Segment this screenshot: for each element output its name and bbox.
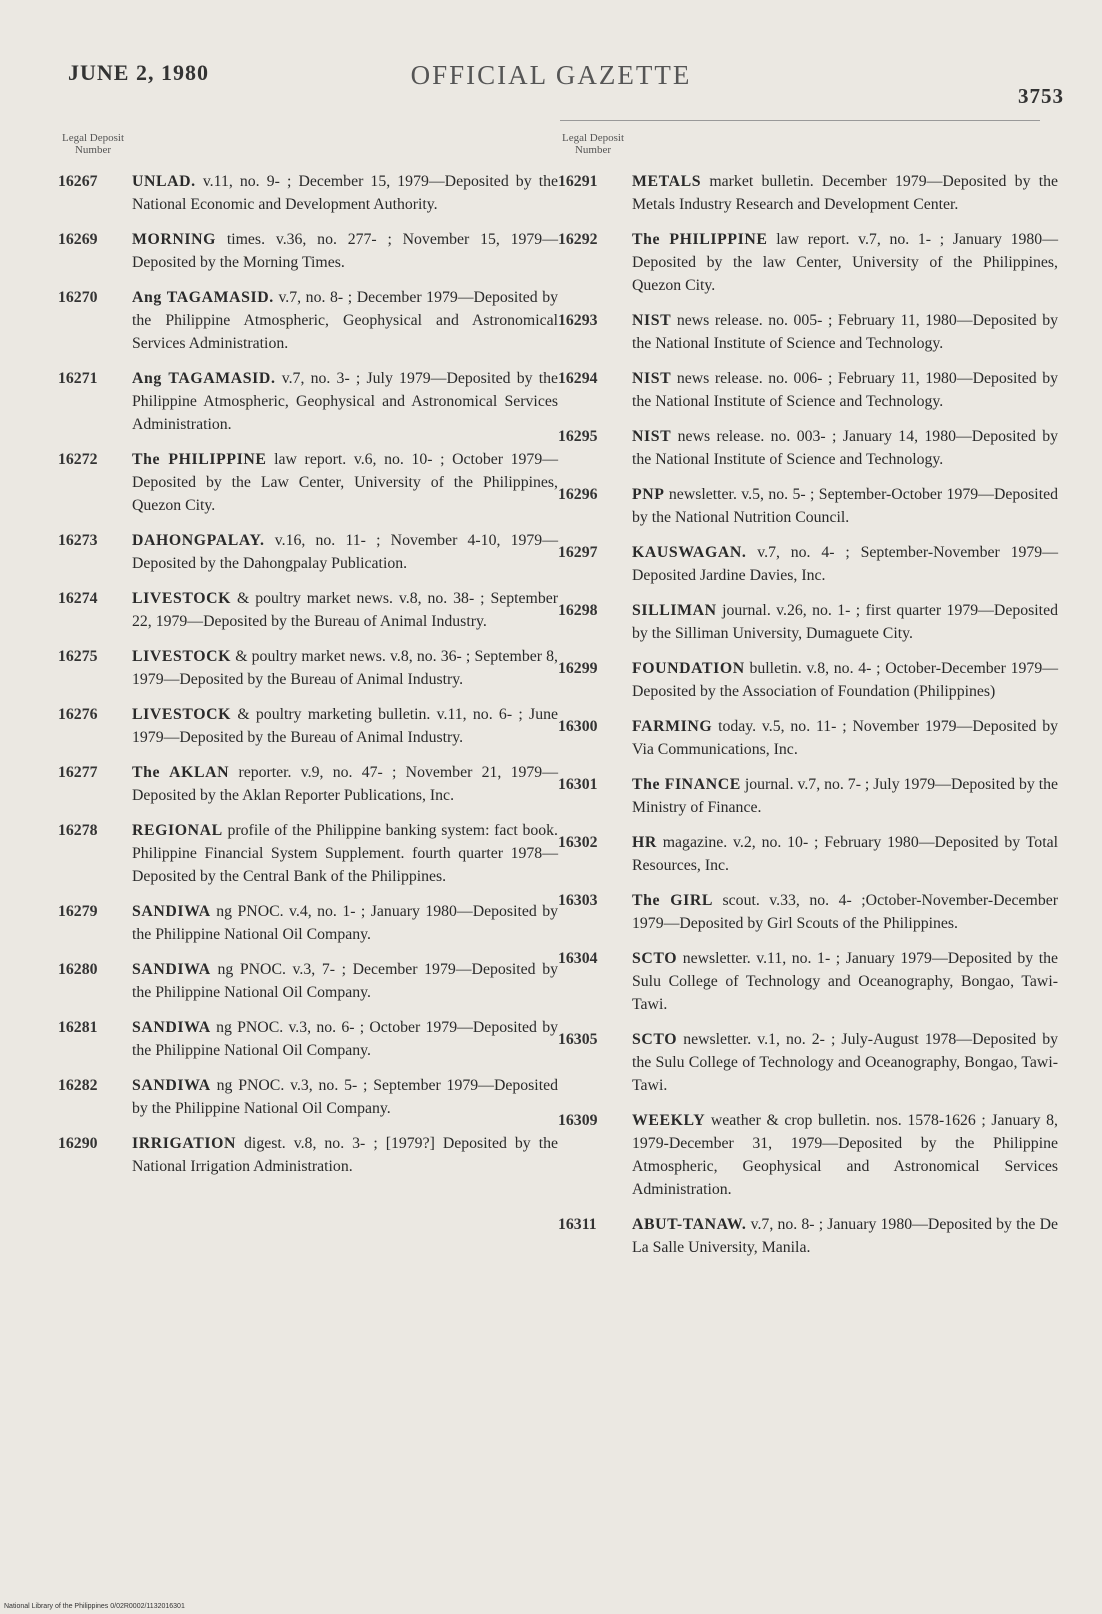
publication-title: OFFICIAL GAZETTE	[410, 60, 692, 90]
deposit-number: 16273	[58, 532, 98, 549]
entry-text: weather & crop bulletin. nos. 1578-1626 ; January 8, 1979-December 31, 1979—Deposited by the Philippine Atmospheric, Geophysical and Astronomical Services Administration.	[632, 1112, 1058, 1198]
entry-title: SANDIWA	[132, 1019, 211, 1036]
entry-title: The FINANCE	[632, 776, 741, 793]
entry-text: profile of the Philippine banking system: fact book. Philippine Financial System Supplement. fourth quarter 1978—Deposited by the Central Bank of the Philippines.	[132, 822, 558, 885]
deposit-entry	[58, 761, 558, 807]
entry-title: PNP	[632, 486, 665, 503]
deposit-entry	[58, 703, 558, 749]
entry-title: Ang TAGAMASID.	[132, 370, 276, 387]
column-header-line1: Legal Deposit	[61, 132, 124, 144]
deposit-number: 16291	[558, 173, 598, 190]
entry-title: UNLAD.	[132, 173, 196, 190]
entry-title: REGIONAL	[132, 822, 223, 839]
deposit-entry	[558, 1213, 1058, 1259]
entry-text: newsletter. v.5, no. 5- ; September-October 1979—Deposited by the National Nutrition Council.	[632, 486, 1058, 526]
entry-title: SANDIWA	[132, 961, 211, 978]
deposit-number: 16296	[558, 486, 598, 503]
entry-title: KAUSWAGAN.	[632, 544, 747, 561]
entry-text: v.16, no. 11- ; November 4-10, 1979—Deposited by the Dahongpalay Publication.	[132, 532, 558, 572]
entry-title: DAHONGPALAY.	[132, 532, 265, 549]
column-header	[58, 132, 128, 156]
deposit-entry	[558, 309, 1058, 355]
entry-text: market bulletin. December 1979—Deposited by the Metals Industry Research and Development Center.	[632, 173, 1058, 213]
deposit-entry	[558, 483, 1058, 529]
deposit-number: 16280	[58, 961, 98, 978]
entry-text: news release. no. 006- ; February 11, 1980—Deposited by the National Institute of Science and Technology.	[632, 370, 1059, 410]
deposit-entry	[58, 958, 558, 1004]
deposit-number: 16278	[58, 822, 98, 839]
deposit-number: 16279	[58, 903, 98, 920]
deposit-number: 16272	[58, 451, 98, 468]
entry-title: METALS	[632, 173, 702, 190]
deposit-number: 16293	[558, 312, 598, 329]
entry-text: digest. v.8, no. 3- ; [1979?] Deposited by the National Irrigation Administration.	[132, 1135, 559, 1175]
page-number: 3753	[1018, 84, 1064, 108]
deposit-number: 16299	[558, 660, 598, 677]
entry-title: MORNING	[132, 231, 217, 248]
issue-date: JUNE 2, 1980	[68, 60, 209, 85]
deposit-entry	[58, 1016, 558, 1062]
deposit-entry	[558, 715, 1058, 761]
entry-text: v.7, no. 3- ; July 1979—Deposited by the Philippine Atmospheric, Geophysical and Astronomical Services Administration.	[132, 370, 559, 433]
entry-text: v.11, no. 9- ; December 15, 1979—Deposited by the National Economic and Development Authority.	[132, 173, 558, 213]
entry-text: journal. v.26, no. 1- ; first quarter 1979—Deposited by the Silliman University, Dumaguete City.	[632, 602, 1058, 642]
deposit-number: 16275	[58, 648, 98, 665]
deposit-number: 16300	[558, 718, 598, 735]
deposit-number: 16282	[58, 1077, 98, 1094]
entry-title: FOUNDATION	[632, 660, 745, 677]
deposit-entry	[558, 367, 1058, 413]
deposit-number: 16290	[58, 1135, 98, 1152]
deposit-number: 16304	[558, 950, 598, 967]
entry-text: reporter. v.9, no. 47- ; November 21, 1979—Deposited by the Aklan Reporter Publications, Inc.	[132, 764, 558, 804]
deposit-entry	[58, 367, 558, 436]
column-header-line1: Legal Deposit	[561, 132, 624, 144]
deposit-entry	[58, 1132, 558, 1178]
deposit-entry	[558, 889, 1058, 935]
deposit-entry	[558, 657, 1058, 703]
entry-title: ABUT-TANAW.	[632, 1216, 747, 1233]
entry-text: law report. v.6, no. 10- ; October 1979—Deposited by the Law Center, University of the Philippines, Quezon City.	[132, 451, 559, 514]
entry-text: v.7, no. 4- ; September-November 1979—Deposited Jardine Davies, Inc.	[632, 544, 1058, 584]
entry-title: The PHILIPPINE	[132, 451, 267, 468]
entry-title: SCTO	[632, 1031, 678, 1048]
entry-text: law report. v.7, no. 1- ; January 1980—Deposited by the law Center, University of the Philippines, Quezon City.	[632, 231, 1058, 294]
entry-text: v.7, no. 8- ; January 1980—Deposited by the De La Salle University, Manila.	[632, 1216, 1058, 1256]
deposit-entry	[558, 831, 1058, 877]
entry-text: magazine. v.2, no. 10- ; February 1980—Deposited by Total Resources, Inc.	[632, 834, 1058, 874]
deposit-number: 16271	[58, 370, 98, 387]
entry-title: NIST	[632, 370, 672, 387]
deposit-entry	[58, 286, 558, 355]
deposit-entry	[58, 1074, 558, 1120]
deposit-number: 16294	[558, 370, 598, 387]
entry-title: LIVESTOCK	[132, 590, 232, 607]
entry-text: newsletter. v.1, no. 2- ; July-August 1978—Deposited by the Sulu College of Technology and Oceanography, Bongao, Tawi-Tawi.	[632, 1031, 1059, 1094]
deposit-entry	[558, 1028, 1058, 1097]
entry-title: FARMING	[632, 718, 713, 735]
entry-title: The PHILIPPINE	[632, 231, 768, 248]
footer-stamp: National Library of the Philippines 0/02R0002/1132016301	[4, 1603, 185, 1610]
entry-text: ng PNOC. v.4, no. 1- ; January 1980—Deposited by the Philippine National Oil Company.	[132, 903, 559, 943]
entry-text: ng PNOC. v.3, no. 5- ; September 1979—Deposited by the Philippine National Oil Company.	[132, 1077, 558, 1117]
deposit-number: 16311	[558, 1216, 597, 1233]
entry-title: SILLIMAN	[632, 602, 717, 619]
entry-text: news release. no. 005- ; February 11, 1980—Deposited by the National Institute of Science and Technology.	[632, 312, 1059, 352]
deposit-entry	[58, 529, 558, 575]
entry-text: news release. no. 003- ; January 14, 1980—Deposited by the National Institute of Science and Technology.	[632, 428, 1059, 468]
right-column	[558, 132, 1058, 1271]
deposit-entry	[58, 228, 558, 274]
deposit-number: 16270	[58, 289, 98, 306]
entry-text: ng PNOC. v.3, no. 6- ; October 1979—Deposited by the Philippine National Oil Company.	[132, 1019, 558, 1059]
entry-title: WEEKLY	[632, 1112, 706, 1129]
deposit-entry	[58, 819, 558, 888]
entry-text: v.7, no. 8- ; December 1979—Deposited by the Philippine Atmospheric, Geophysical and Astronomical Services Administration.	[132, 289, 558, 352]
deposit-number: 16302	[558, 834, 598, 851]
entry-title: LIVESTOCK	[132, 648, 232, 665]
deposit-number: 16309	[558, 1112, 598, 1129]
header-rule	[560, 120, 1040, 121]
deposit-entry	[558, 170, 1058, 216]
entry-text: scout. v.33, no. 4- ;October-November-December 1979—Deposited by Girl Scouts of the Philippines.	[632, 892, 1058, 932]
entry-text: & poultry marketing bulletin. v.11, no. 6- ; June 1979—Deposited by the Bureau of Animal Industry.	[132, 706, 558, 746]
column-header-line2: Number	[574, 144, 612, 156]
deposit-entry	[58, 170, 558, 216]
deposit-number: 16305	[558, 1031, 598, 1048]
deposit-entry	[558, 425, 1058, 471]
entry-title: LIVESTOCK	[132, 706, 232, 723]
deposit-number: 16292	[558, 231, 598, 248]
column-header-line2: Number	[74, 144, 112, 156]
left-column	[58, 132, 558, 1190]
deposit-number: 16295	[558, 428, 598, 445]
deposit-entry	[558, 1109, 1058, 1201]
entry-title: NIST	[632, 312, 672, 329]
deposit-entry	[58, 448, 558, 517]
deposit-number: 16297	[558, 544, 598, 561]
entry-text: times. v.36, no. 277- ; November 15, 1979—Deposited by the Morning Times.	[132, 231, 558, 271]
deposit-number: 16303	[558, 892, 598, 909]
deposit-entry	[58, 645, 558, 691]
deposit-entry	[558, 773, 1058, 819]
entry-title: IRRIGATION	[132, 1135, 237, 1152]
deposit-entry	[558, 228, 1058, 297]
entry-title: Ang TAGAMASID.	[132, 289, 274, 306]
entry-title: SANDIWA	[132, 1077, 211, 1094]
deposit-number: 16269	[58, 231, 98, 248]
entry-title: SANDIWA	[132, 903, 211, 920]
entry-text: bulletin. v.8, no. 4- ; October-December 1979—Deposited by the Association of Foundation (Philippines)	[632, 660, 1059, 700]
entry-text: today. v.5, no. 11- ; November 1979—Deposited by Via Communications, Inc.	[632, 718, 1058, 758]
entry-text: journal. v.7, no. 7- ; July 1979—Deposited by the Ministry of Finance.	[632, 776, 1059, 816]
deposit-number: 16301	[558, 776, 598, 793]
entry-text: & poultry market news. v.8, no. 36- ; September 8, 1979—Deposited by the Bureau of Animal Industry.	[132, 648, 559, 688]
entry-title: HR	[632, 834, 657, 851]
deposit-number: 16267	[58, 173, 98, 190]
entry-title: SCTO	[632, 950, 678, 967]
deposit-entry	[558, 599, 1058, 645]
deposit-number: 16274	[58, 590, 98, 607]
deposit-number: 16298	[558, 602, 598, 619]
column-header	[558, 132, 628, 156]
deposit-number: 16276	[58, 706, 98, 723]
entry-text: ng PNOC. v.3, 7- ; December 1979—Deposited by the Philippine National Oil Company.	[132, 961, 558, 1001]
entry-title: NIST	[632, 428, 672, 445]
deposit-entry	[558, 541, 1058, 587]
deposit-number: 16281	[58, 1019, 98, 1036]
deposit-entry	[58, 900, 558, 946]
entry-title: The GIRL	[632, 892, 714, 909]
entry-title: The AKLAN	[132, 764, 230, 781]
deposit-number: 16277	[58, 764, 98, 781]
entry-text: newsletter. v.11, no. 1- ; January 1979—Deposited by the Sulu College of Technology and Oceanography, Bongao, Tawi-Tawi.	[632, 950, 1058, 1013]
deposit-entry	[58, 587, 558, 633]
entry-text: & poultry market news. v.8, no. 38- ; September 22, 1979—Deposited by the Bureau of Animal Industry.	[132, 590, 559, 630]
deposit-entry	[558, 947, 1058, 1016]
